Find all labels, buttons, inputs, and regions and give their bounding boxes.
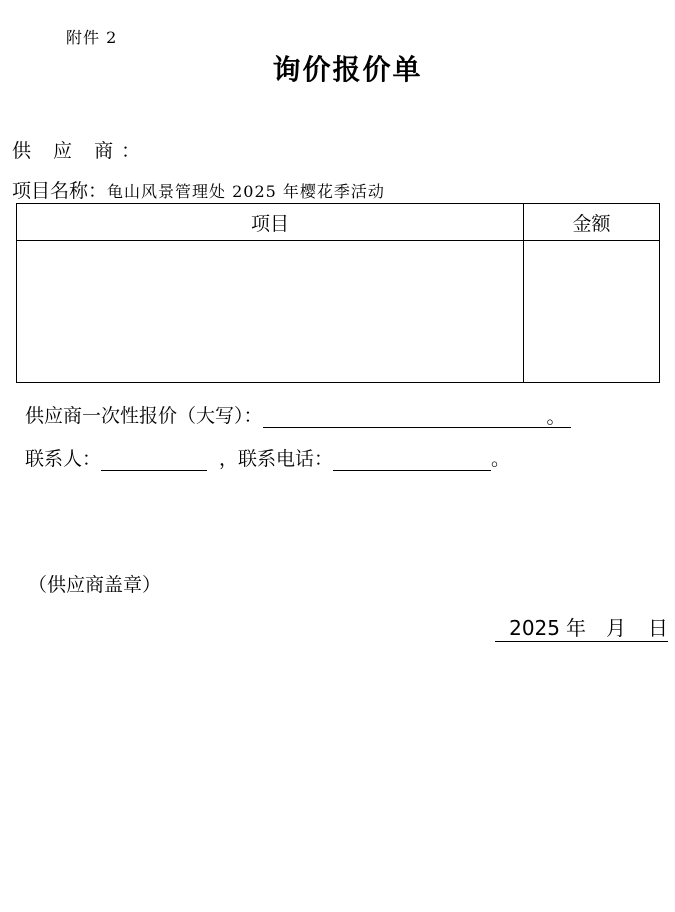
page-title: 询价报价单: [272, 53, 423, 86]
project-name: 龟山风景管理处 2025 年樱花季活动: [107, 182, 385, 201]
item-cell[interactable]: [17, 241, 524, 383]
attachment-label: 附件 2: [66, 28, 118, 47]
contact-label: 联系人：: [25, 448, 102, 470]
supplier-label: 供 应 商：: [12, 140, 149, 162]
contact-line: [25, 444, 510, 471]
project-row: [12, 176, 385, 203]
header-amount: 金额: [524, 204, 660, 241]
quote-end-mark: 。: [547, 407, 571, 428]
quote-blank-field[interactable]: [263, 407, 547, 428]
header-item: 项目: [17, 204, 524, 241]
date-year-unit: 年: [566, 616, 586, 640]
quote-line: [25, 401, 571, 428]
quote-label: 供应商一次性报价（大写）：: [25, 405, 263, 427]
seal-label: （供应商盖章）: [28, 574, 162, 596]
table-row: [17, 241, 660, 383]
date-year: 2025: [509, 616, 560, 640]
date-line: [495, 612, 668, 642]
table-header-row: [17, 204, 660, 241]
phone-blank-field[interactable]: [333, 450, 491, 471]
project-label: 项目名称：: [12, 180, 108, 202]
contact-end-mark: 。: [491, 448, 511, 470]
contact-blank-field[interactable]: [101, 450, 207, 471]
date-month-unit: 月: [606, 616, 626, 640]
amount-cell[interactable]: [524, 241, 660, 383]
quote-table: [16, 203, 660, 383]
date-day-unit: 日: [648, 616, 668, 640]
phone-label: ，联系电话：: [219, 448, 334, 470]
